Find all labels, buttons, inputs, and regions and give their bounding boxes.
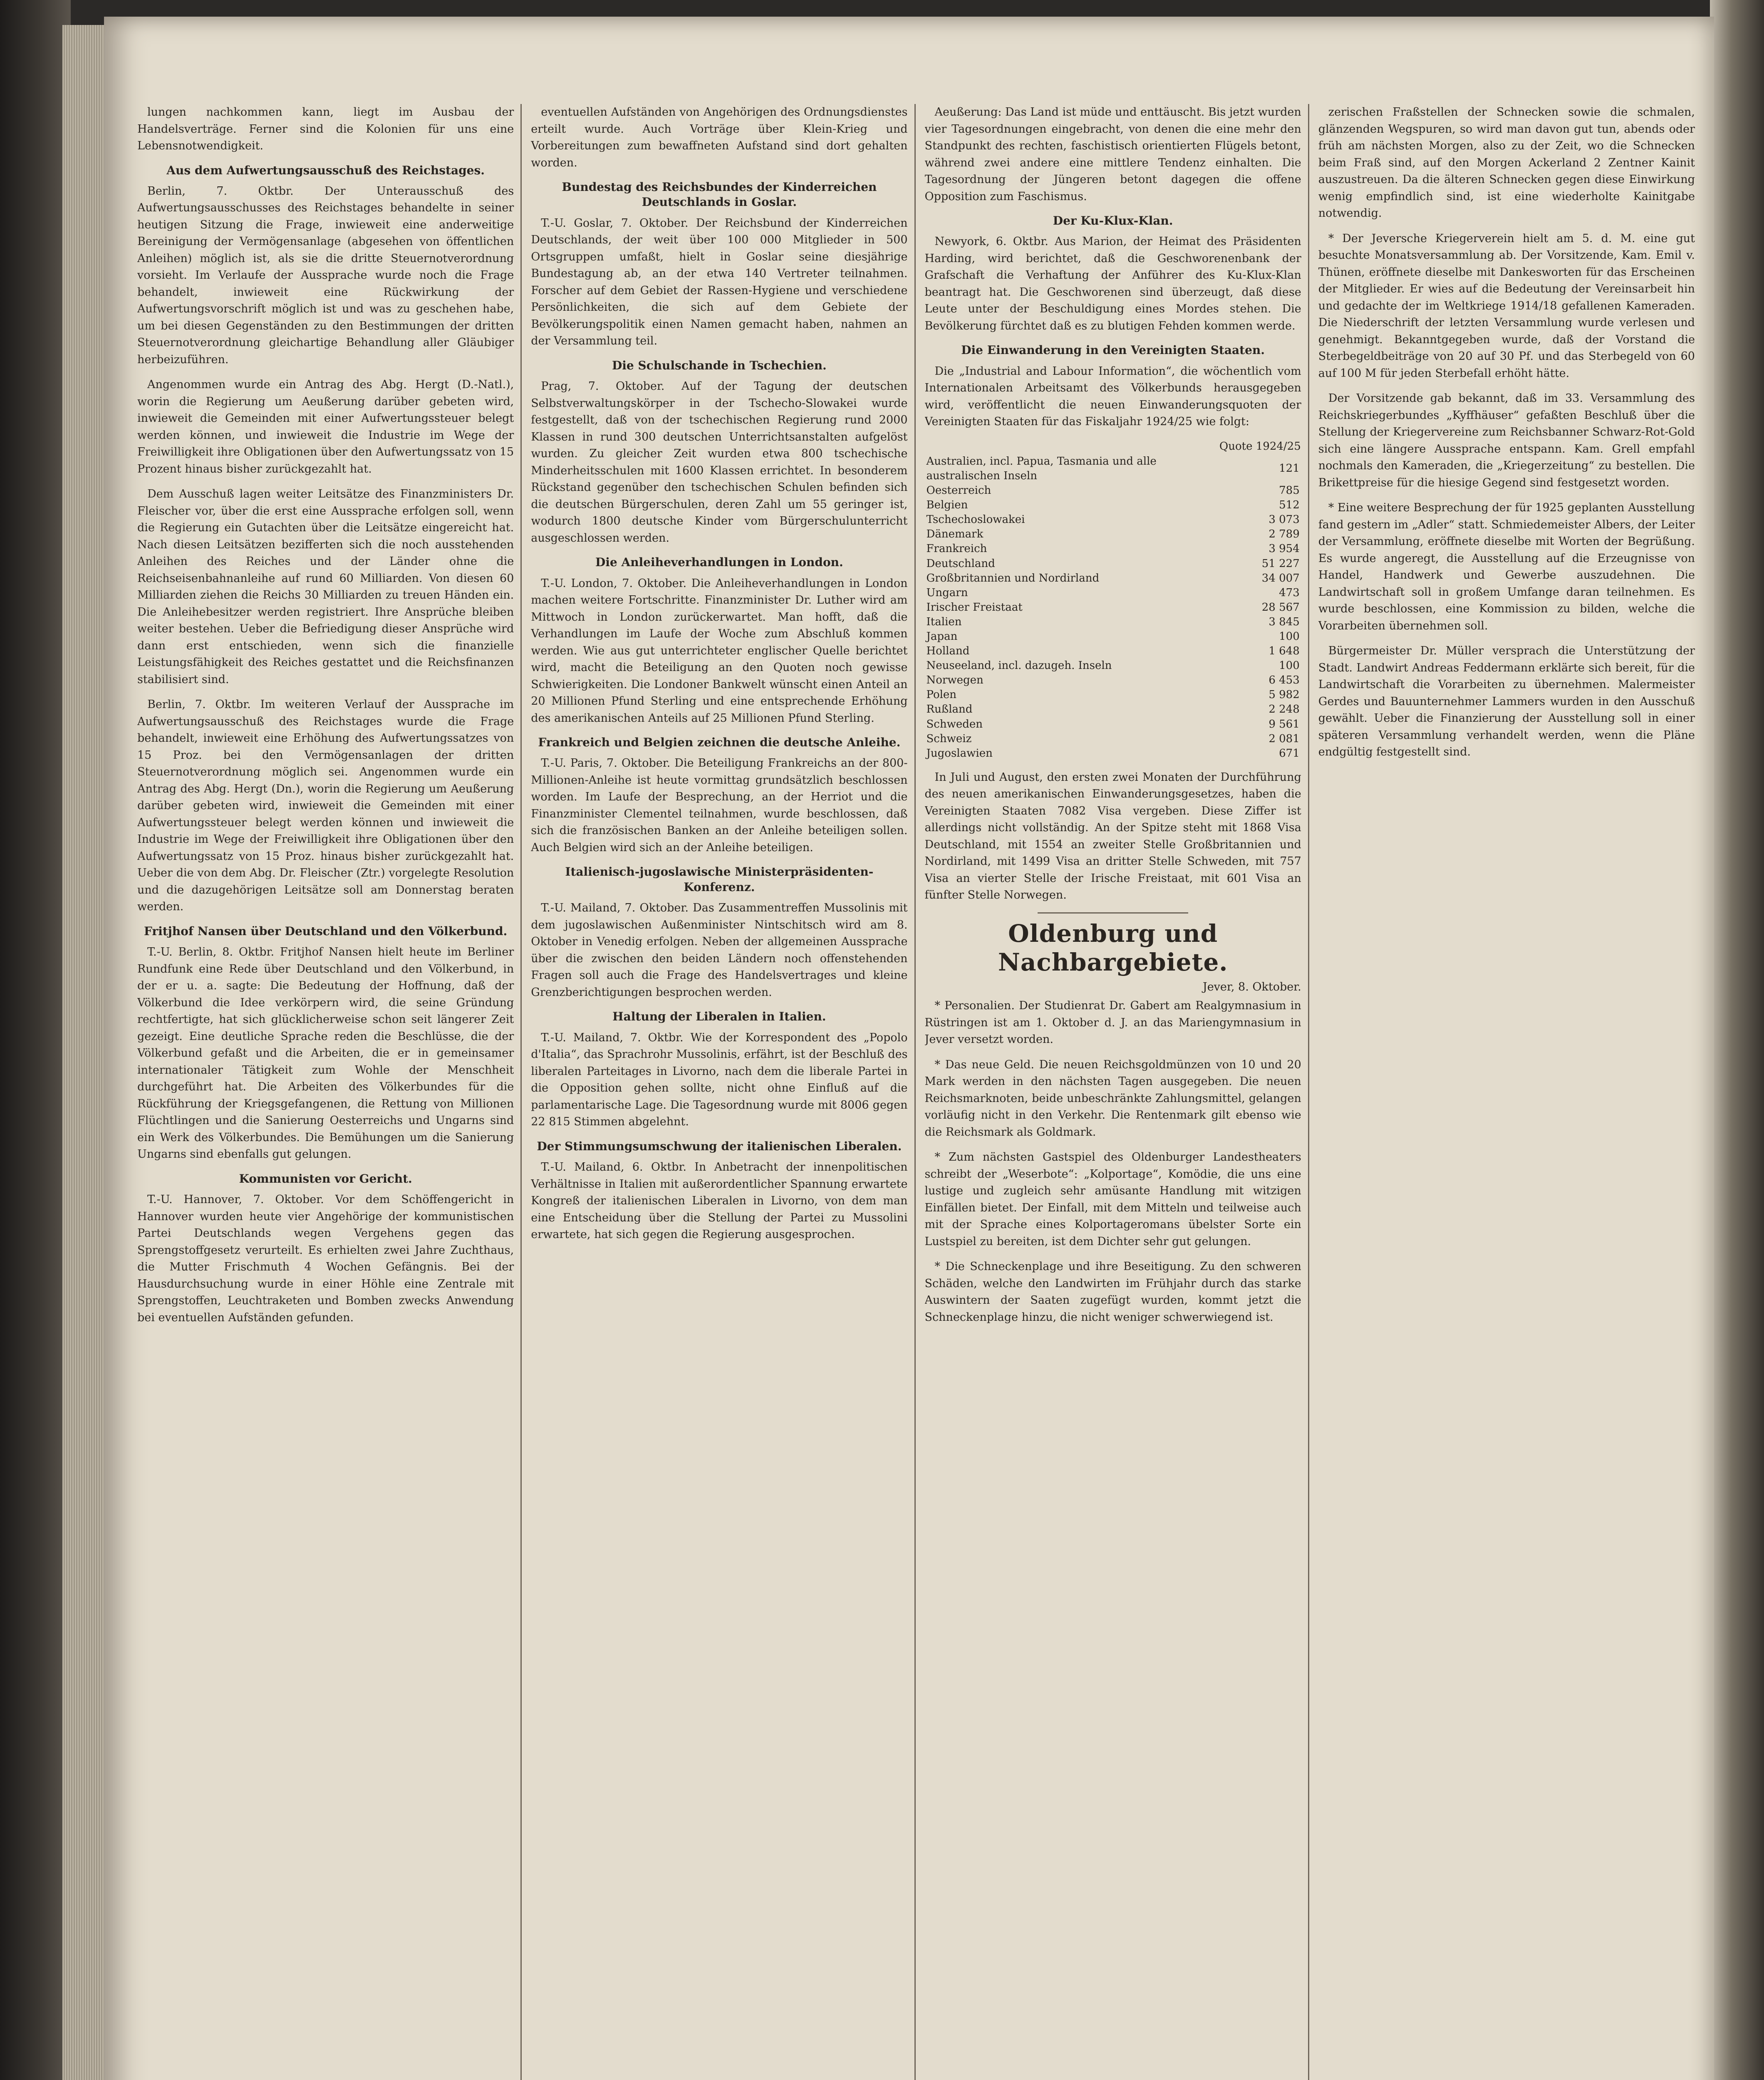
column-4 — [1318, 104, 1702, 2080]
country-cell: Tschechoslowakei — [926, 513, 1025, 526]
article-body: Bürgermeister Dr. Müller versprach die Unterstützung der Stadt. Landwirt Andreas Feddermann erklärte sich bereit, für die Landwirtschaft die Vorarbeiten zu übernehmen. Malermeister Gerdes und Bauunternehmer Lammers wurden in den Ausschuß gewählt. Ueber die Finanzierung der Ausstellung soll in einer späteren Versammlung verhandelt werden, wenn die Pläne endgültig festgestellt sind. — [1318, 644, 1695, 758]
country-cell: Jugoslawien — [926, 747, 993, 760]
article — [925, 104, 1301, 205]
article-body: * Personalien. Der Studienrat Dr. Gabert am Realgymnasium in Rüstringen ist am 1. Oktober d. J. an das Mariengymnasium in Jever versetzt worden. — [924, 999, 1301, 1046]
quota-cell: 5 982 — [1268, 688, 1300, 701]
table-header: Quote 1924/25 — [1219, 440, 1301, 453]
quota-cell: 28 567 — [1261, 601, 1300, 614]
article-body: Berlin, 7. Oktbr. Der Unterausschuß des Aufwertungsausschusses des Reichstages behandelte in seiner heutigen Sitzung die Frage, inwieweit eine anderweitige Bereinigung der Vermögensanlage (abgesehen von öffentlichen Anleihen) möglich ist, als sie die dritte Steuernotverordnung vorsieht. Im Verlaufe der Aussprache wurde noch die Frage behandelt, inwieweit eine Rückwirkung der Aufwertungsvorschrift möglich ist und was zu geschehen habe, um bei diesen Gegenständen zu den Bestimmungen der dritten Steuernotverordnung gleichartige Behandlung aller Gläubiger herbeizuführen. — [137, 184, 514, 366]
quota-cell: 2 248 — [1268, 703, 1300, 716]
article-body: lungen nachkommen kann, liegt im Ausbau der Handelsverträge. Ferner sind die Kolonien für uns eine Lebensnotwendigkeit. — [137, 106, 514, 152]
article — [531, 358, 907, 547]
column-3 — [925, 104, 1309, 2080]
table-row — [925, 542, 1301, 556]
article-body: Prag, 7. Oktober. Auf der Tagung der deutschen Selbstverwaltungskörper in der Tschecho-Slowakei wurde festgestellt, daß von der tschechischen Regierung rund 2000 Klassen in rund 300 deutschen Unterrichtsanstalten aufgelöst wurden. Zu gleicher Zeit wurden etwa 800 tschechische Minderheitsschulen mit 1600 Klassen errichtet. In besonderem Rückstand gegenüber den tschechischen Schulen befinden sich die deutschen Bürgerschulen, deren Zahl um 55 geringer ist, wodurch 1800 deutsche Kinder vom Bürgerschulunterricht ausgeschlossen werden. — [531, 380, 908, 545]
country-cell: Irischer Freistaat — [926, 601, 1023, 614]
article-body: T.-U. Mailand, 7. Oktbr. Wie der Korrespondent des „Popolo d'Italia“, das Sprachrohr Mussolinis, erfährt, ist der Beschluß des liberalen Parteitages in Livorno, nach dem die liberale Partei in die Opposition gehen sollte, nicht ohne Einfluß auf die parlamentarische Lage. Die Tagesordnung wurde mit 8006 gegen 22 815 Stimmen abgelehnt. — [531, 1031, 908, 1129]
country-cell: Belgien — [926, 499, 968, 512]
quota-cell: 6 453 — [1268, 674, 1300, 687]
article — [531, 104, 907, 171]
table-row — [925, 483, 1301, 498]
table-row — [925, 688, 1301, 702]
country-cell: Schweiz — [926, 732, 972, 745]
quota-cell: 121 — [1279, 462, 1300, 475]
article-body: T.-U. Mailand, 6. Oktbr. In Anbetracht der innenpolitischen Verhältnisse in Italien mit außerordentlicher Spannung erwartete Kongreß der italienischen Liberalen in Livorno, von dem man eine Entscheidung über die Stellung der Partei zu Mussolini erwartete, hat sich gegen die Regierung ausgesprochen. — [531, 1161, 908, 1241]
immigration-quota-table — [925, 439, 1301, 761]
article — [925, 213, 1301, 334]
quota-cell: 9 561 — [1268, 718, 1300, 730]
book-spine — [0, 0, 71, 2080]
article-body: T.-U. Berlin, 8. Oktbr. Fritjhof Nansen hielt heute im Berliner Rundfunk eine Rede über Deutschland und den Völkerbund, in der er u. a. sagte: Die Bedeutung der Hoffnung, daß der Völkerbund die Idee verkörpern wird, die seine Gründung rechtfertigte, hat sich glücklicherweise schon seit längerer Zeit gezeigt. Eine deutliche Sprache reden die Beschlüsse, die der Völkerbund gefaßt und die Arbeiten, die er in gemeinsamer internationaler Tätigkeit zum Wohle der Menschheit durchgeführt hat. Die Arbeiten des Völkerbundes für die Rückführung der Kriegsgefangenen, die Rettung von Millionen Flüchtlingen und die Sanierung Oesterreichs und Ungarns sind ein Werk des Völkerbundes. Die Bemühungen um die Sanierung Ungarns sind ebenfalls gut gelungen. — [137, 946, 514, 1161]
quota-cell: 51 227 — [1261, 557, 1300, 570]
article — [531, 1009, 907, 1130]
article-headline: Kommunisten vor Gericht. — [239, 1171, 412, 1186]
article-headline: Bundestag des Reichsbundes der Kinderreichen Deutschlands in Goslar. — [562, 180, 877, 209]
section-masthead: Oldenburg und Nachbargebiete. — [998, 919, 1228, 977]
article-body: Angenommen wurde ein Antrag des Abg. Hergt (D.-Natl.), worin die Regierung um Aeußerung darüber gebeten wird, inwieweit die Gemeinden mit einer Aufwertungssteuer belegt werden können, und inwieweit die Industrie im Wege der Freiwilligkeit ihre Obligationen über den Aufwertungssatz von 15 Prozent hinaus bisher zurückgezahlt hat. — [137, 378, 514, 475]
country-cell: Rußland — [926, 703, 973, 716]
table-row — [925, 615, 1301, 629]
table-row — [925, 527, 1301, 542]
column-1 — [137, 104, 522, 2080]
quota-cell: 2 789 — [1268, 528, 1300, 541]
table-row — [925, 659, 1301, 673]
table-row — [925, 454, 1301, 483]
article-body: * Zum nächsten Gastspiel des Oldenburger Landestheaters schreibt der „Weserbote“: „Kolportage“, Komödie, die uns eine lustige und zugleich sehr amüsante Handlung mit witzigen Einfällen bietet. Der Einfall, mit dem Mitteln und teilweise auch mit der Sprache eines Kolportageromans übelster Sorte ein Lustspiel zu bereiten, ist dem Dichter sehr gut gelungen. — [924, 1151, 1301, 1248]
article — [925, 343, 1301, 430]
article-headline: Der Ku-Klux-Klan. — [1053, 214, 1173, 228]
article-body: Dem Ausschuß lagen weiter Leitsätze des Finanzministers Dr. Fleischer vor, über die erst eine Aussprache erfolgen soll, wenn die Regierung ein Gutachten über die Leitsätze eingereicht hat. Nach diesen Leitsätzen bezifferten sich die noch ausstehenden Anleihen des Reiches und der Länder ohne die Reichseisenbahnanleihe auf rund 60 Milliarden. Von diesen 60 Milliarden ziehen die Reichs 30 Milliarden zu treuen Händen ein. Die Anleihebesitzer werden registriert. Ihre Ansprüche bleiben weiter bestehen. Ueber die Befriedigung dieser Ansprüche wird dann erst entschieden, wenn sich die finanzielle Leistungsfähigkeit des Reiches gestattet und die Reichsfinanzen stabilisiert sind. — [137, 488, 514, 686]
table-row — [925, 644, 1301, 659]
article — [137, 1171, 514, 1326]
article — [925, 439, 1301, 761]
table-row — [925, 746, 1301, 761]
country-cell: Norwegen — [926, 674, 984, 687]
article — [531, 735, 907, 856]
article-body: T.-U. London, 7. Oktober. Die Anleiheverhandlungen in London machen weitere Fortschritte. Finanzminister Dr. Luther wird am Mittwoch in London zurückerwartet. Man hofft, daß die Verhandlungen im Laufe der Woche zum Abschluß kommen werden. Wie aus gut unterrichteter englischer Quelle berichtet wird, macht die Beteiligung an den Quoten noch gewisse Schwierigkeiten. Die Londoner Bankwelt wünscht einen Anteil an 20 Millionen Pfund Sterling und eine entsprechende Erhöhung des amerikanischen Anteils auf 25 Millionen Pfund Sterling. — [531, 577, 908, 725]
article-body: T.-U. Mailand, 7. Oktober. Das Zusammentreffen Mussolinis mit dem jugoslawischen Außenminister Nintschitsch wird am 8. Oktober in Venedig erfolgen. Neben der allgemeinen Aussprache über die zwischen den beiden Ländern noch offenstehenden Fragen soll auch die Frage des Handelsvertrages und kleine Grenzberichtigungen besprochen werden. — [531, 901, 908, 999]
table-row — [925, 600, 1301, 615]
right-page-edges — [1710, 0, 1764, 2080]
country-cell: Ungarn — [926, 586, 968, 599]
article-body: Berlin, 7. Oktbr. Im weiteren Verlauf der Aussprache im Aufwertungsausschuß des Reichstages wurde die Frage behandelt, inwieweit eine Erhöhung des Aufwertungssatzes von 15 Proz. bei den Vermögensanlagen der dritten Steuernotverordnung möglich sei. Angenommen wurde ein Antrag des Abg. Hergt (Dn.), worin die Regierung um Aeußerung darüber gebeten wird, inwieweit die Gemeinden mit einer Aufwertungssteuer belegt werden können und inwieweit die Industrie im Wege der Freiwilligkeit ihre Obligationen über den Aufwertungssatz von 15 Proz. hinaus bisher zurückgezahlt hat. Ueber die von dem Abg. Dr. Fleischer (Ztr.) vorgelegte Resolution und die dazugehörigen Leitsätze soll am Donnerstag beraten werden. — [137, 698, 514, 914]
table-row — [925, 586, 1301, 600]
quota-cell: 3 845 — [1268, 615, 1300, 628]
article-body: Die „Industrial and Labour Information“, die wöchentlich vom Internationalen Arbeitsamt des Völkerbunds herausgegeben wird, veröffentlicht die neuen Einwanderungsquoten der Vereinigten Staaten für das Fiskaljahr 1924/25 wie folgt: — [924, 364, 1301, 428]
article-headline: Die Einwanderung in den Vereinigten Staaten. — [961, 343, 1265, 357]
quota-cell: 3 073 — [1268, 513, 1300, 526]
article-body: * Das neue Geld. Die neuen Reichsgoldmünzen von 10 und 20 Mark werden in den nächsten Tagen ausgegeben. Die neuen Reichsmarknoten, beide unbeschränkte Zahlungsmittel, gelangen vorläufig nicht in den Verkehr. Die Rentenmark gilt ebenso wie die Reichsmark als Goldmark. — [924, 1058, 1301, 1139]
article-body: * Die Schneckenplage und ihre Beseitigung. Zu den schweren Schäden, welche den Landwirten im Frühjahr durch das starke Auswintern der Saaten zugefügt wurden, kommt jetzt die Schneckenplage hinzu, die nicht weniger schwerwiegend ist. — [924, 1260, 1301, 1324]
section-rule — [1038, 912, 1188, 914]
table-row — [925, 673, 1301, 688]
article — [1318, 230, 1695, 382]
country-cell: Schweden — [926, 718, 983, 730]
article — [531, 180, 907, 350]
country-cell: Japan — [926, 630, 958, 643]
article-headline: Haltung der Liberalen in Italien. — [612, 1010, 826, 1024]
country-cell: Deutschland — [926, 557, 995, 570]
article-body: T.-U. Goslar, 7. Oktober. Der Reichsbund der Kinderreichen Deutschlands, der weit über 100 000 Mitglieder in 500 Ortsgruppen umfaßt, hielt in Goslar seine diesjährige Bundestagung ab, an der etwa 140 Vertreter teilnahmen. Forscher auf dem Gebiet der Rassen-Hygiene und verschiedene Persönlichkeiten, die sich auf dem Gebiete der Bevölkerungspolitik einen Namen gemacht haben, nahmen an der Versammlung teil. — [531, 216, 908, 348]
article-headline: Der Stimmungsumschwung der italienischen Liberalen. — [537, 1139, 902, 1153]
article-headline: Fritjhof Nansen über Deutschland und den Völkerbund. — [144, 924, 508, 938]
article-headline: Die Anleiheverhandlungen in London. — [595, 555, 843, 570]
article — [137, 163, 514, 369]
article-body: T.-U. Paris, 7. Oktober. Die Beteiligung Frankreichs an der 800-Millionen-Anleihe ist heute vormittag grundsätzlich beschlossen worden. Im Laufe der Besprechung, an der Herriot und die Finanzminister Clementel teilnahmen, wurde beschlossen, daß sich die französischen Banken an der Anleihe beteiligen sollen. Auch Belgien wird sich an der Anleihe beteiligen. — [531, 757, 908, 854]
country-cell: Großbritannien und Nordirland — [926, 572, 1100, 584]
article — [137, 696, 514, 916]
article — [925, 1057, 1301, 1141]
quota-cell: 785 — [1279, 484, 1300, 497]
article-body: Aeußerung: Das Land ist müde und enttäuscht. Bis jetzt wurden vier Tagesordnungen eingebracht, von denen die eine mehr den Standpunkt des rechten, faschistisch orientierten Flügels betont, während zwei andere eine mittlere Tendenz einhalten. Die Tagesordnung der Jüngeren betont dagegen die offene Opposition zum Faschismus. — [924, 106, 1301, 203]
country-cell: Holland — [926, 645, 970, 658]
table-row — [925, 629, 1301, 644]
article — [531, 864, 907, 1001]
article — [137, 376, 514, 478]
newspaper-columns — [137, 104, 1702, 2080]
country-cell: Frankreich — [926, 542, 987, 555]
article — [1318, 643, 1695, 761]
column-2 — [531, 104, 915, 2080]
table-row — [925, 717, 1301, 732]
article — [531, 555, 907, 727]
table-row — [925, 702, 1301, 717]
article-body: eventuellen Aufständen von Angehörigen des Ordnungsdienstes erteilt wurde. Auch Vorträge über Klein-Krieg und Vorbereitungen zum bewaffneten Aufstand sind dort gehalten worden. — [531, 106, 908, 169]
article — [925, 1258, 1301, 1326]
article-body: * Der Jeversche Kriegerverein hielt am 5. d. M. eine gut besuchte Monatsversammlung ab. Der Vorsitzende, Kam. Emil v. Thünen, eröffnete dieselbe mit Dankesworten für das Erscheinen der Mitglieder. Er wies auf die Bedeutung der Vereinsarbeit hin und gedachte der im Weltkriege 1914/18 gefallenen Kameraden. Die Niederschrift der letzten Versammlung wurde verlesen und genehmigt. Bekanntgegeben wurde, daß der Vorstand die Sterbegeldbeiträge von 20 auf 30 Pf. und das Sterbegeld von 60 auf 100 M für jeden Sterbefall erhöht hätte. — [1318, 232, 1695, 380]
quota-cell: 1 648 — [1268, 645, 1300, 658]
quota-cell: 34 007 — [1261, 572, 1300, 584]
quota-cell: 3 954 — [1268, 542, 1300, 555]
article — [137, 924, 514, 1163]
country-cell: Dänemark — [926, 528, 984, 541]
article-headline: Frankreich und Belgien zeichnen die deutsche Anleihe. — [538, 735, 901, 750]
article-body: zerischen Fraßstellen der Schnecken sowie die schmalen, glänzenden Wegspuren, so wird man davon gut tun, abends oder früh am nächsten Morgen, also zu der Zeit, wo die Schnecken beim Fraß sind, auf den Morgen Ackerland 2 Zentner Kainit auszustreuen. Da die älteren Schnecken gegen diese Einwirkung wenig empfindlich sind, ist eine wiederholte Kainitgabe notwendig. — [1318, 106, 1695, 220]
article-body: Newyork, 6. Oktbr. Aus Marion, der Heimat des Präsidenten Harding, wird berichtet, daß die Geschworenenbank der Grafschaft die Verhaftung der Anführer des Ku-Klux-Klan beantragt hat. Die Geschworenen sind überzeugt, daß diese Leute unter der Beschuldigung eines Mordes stehen. Die Bevölkerung fürchtet daß es zu blutigen Fehden kommen werde. — [924, 235, 1301, 332]
quota-cell: 512 — [1279, 499, 1300, 512]
quota-cell: 473 — [1279, 586, 1300, 599]
article — [1318, 500, 1695, 634]
article — [137, 486, 514, 688]
country-cell: Polen — [926, 688, 957, 701]
article — [925, 998, 1301, 1048]
quota-cell: 100 — [1279, 659, 1300, 672]
article — [1318, 390, 1695, 491]
article-body: * Eine weitere Besprechung der für 1925 geplanten Ausstellung fand gestern im „Adler“ statt. Schmiedemeister Albers, der Leiter der Versammlung, eröffnete dieselbe mit Worten der Begrüßung. Es wurde angeregt, die Ausstellung auf die Erzeugnisse von Handel, Handwerk und Gewerbe auszudehnen. Die Landwirtschaft soll in großem Umfange daran teilnehmen. Es wurde beschlossen, eine Kommission zu bilden, welche die Vorarbeiten übernehmen soll. — [1318, 501, 1695, 632]
country-cell: Oesterreich — [926, 484, 991, 497]
article-body: In Juli und August, den ersten zwei Monaten der Durchführung des neuen amerikanischen Einwanderungsgesetzes, haben die Vereinigten Staaten 7082 Visa vergeben. Diese Ziffer ist allerdings nicht vollständig. An der Spitze steht mit 1868 Visa Deutschland, mit 1554 an zweiter Stelle Großbritannien und Nordirland, mit 1499 Visa an dritter Stelle Schweden, mit 757 Visa an vierter Stelle der Irische Freistaat, mit 601 Visa an fünfter Stelle Norwegen. — [924, 770, 1301, 902]
country-cell: Australien, incl. Papua, Tasmania und alle australischen Inseln — [926, 455, 1157, 482]
article-headline: Aus dem Aufwertungsausschuß des Reichstages. — [166, 163, 485, 177]
quota-cell: 2 081 — [1268, 732, 1300, 745]
article-body: Der Vorsitzende gab bekannt, daß im 33. Versammlung des Reichskriegerbundes „Kyffhäuser“ gefaßten Beschluß über die Stellung der Kriegervereine zum Reichsbanner Schwarz-Rot-Gold sich eine längere Aussprache entspann. Kam. Grell empfahl nochmals den Kameraden, die „Kriegerzeitung“ zu bestellen. Die Brikettpreise für die hiesige Gegend sind festgesetzt worden. — [1318, 392, 1695, 489]
table-row — [925, 571, 1301, 586]
article-headline: Die Schulschande in Tschechien. — [612, 358, 827, 372]
section-dateline: Jever, 8. Oktober. — [1202, 981, 1301, 994]
article — [1318, 104, 1695, 222]
article — [531, 1139, 907, 1243]
country-cell: Neuseeland, incl. dazugeh. Inseln — [926, 659, 1112, 672]
article-headline: Italienisch-jugoslawische Ministerpräsidenten-Konferenz. — [565, 865, 874, 894]
table-row — [925, 498, 1301, 513]
article — [137, 104, 514, 155]
table-row — [925, 557, 1301, 571]
table-row — [925, 513, 1301, 527]
country-cell: Italien — [926, 615, 962, 628]
article — [925, 769, 1301, 904]
quota-cell: 671 — [1279, 747, 1300, 760]
article-body: T.-U. Hannover, 7. Oktober. Vor dem Schöffengericht in Hannover wurden heute vier Angehörige der kommunistischen Partei Deutschlands wegen Vergehens gegen das Sprengstoffgesetz verurteilt. Es erhielten zwei Jahre Zuchthaus, die Mutter Frischmuth 4 Wochen Gefängnis. Bei der Hausdurchsuchung wurde in einer Höhle eine Zentrale mit Sprengstoffen, Leuchtraketen und Bomben zwecks Anwendung bei eventuellen Aufständen gefunden. — [137, 1193, 514, 1324]
table-row — [925, 732, 1301, 746]
article — [925, 1149, 1301, 1250]
quota-cell: 100 — [1279, 630, 1300, 643]
